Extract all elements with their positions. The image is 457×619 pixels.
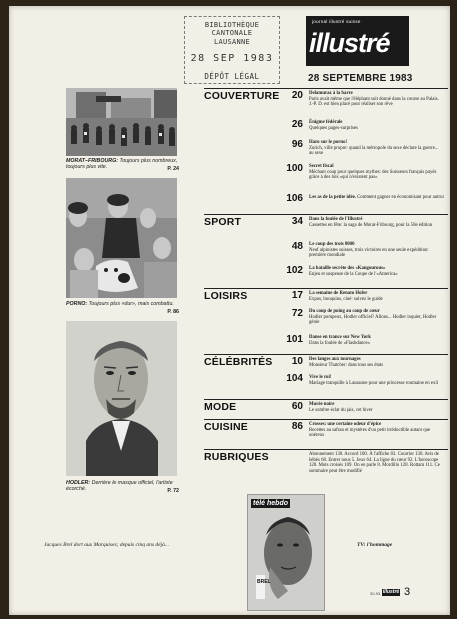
rule-sport — [204, 214, 448, 215]
caption-morat-page: P. 24 — [167, 165, 179, 172]
entry-title: La semaine de Renato Hofer — [309, 291, 368, 296]
entry-title: Delamuraz à la barre — [309, 91, 353, 96]
entry-title: Danse en trance sur New York — [309, 335, 371, 340]
masthead-name: illustré — [309, 28, 390, 58]
caption-morat — [66, 158, 179, 172]
entry-page: 96 — [291, 139, 303, 150]
caption-porno — [66, 301, 179, 315]
masthead-logo — [306, 16, 409, 66]
tv-cover-side-text: BREL — [257, 579, 271, 585]
bottom-caption-right: TV: l'hommage — [357, 542, 393, 548]
page-number: 3 — [404, 586, 411, 598]
entry-text: Recettes au safran et mystères d'un petit irréductible autant que onéreux — [309, 427, 431, 439]
entry-text: Mariage tranquille à Lausanne pour une princesse roumaine en exil — [309, 380, 439, 386]
caption-hodler-page: P. 72 — [167, 487, 179, 494]
photo-porno — [66, 178, 177, 298]
entry-title: Murée noire — [309, 402, 335, 407]
library-stamp — [184, 16, 280, 84]
entry-title: Crosses: une certaine odeur d'épice — [309, 422, 382, 427]
footer-label: 30-93 — [370, 591, 381, 596]
entry-title: Haro sur le porno! — [309, 140, 348, 145]
entry-title: Les as de la petite idée. — [309, 195, 356, 200]
entry-text: Paris avait même que l'éléphant soit donné dans la course au Palais. J.-P. D. est bien placé pour réaliser son rêve — [309, 96, 439, 108]
entry-text: Expos, bouquins, ciné: suivez le guide — [309, 296, 383, 302]
section-title-rubriques: RUBRIQUES — [204, 451, 269, 463]
entry-title: Vive le roi! — [309, 375, 332, 380]
footer-logo: illustré — [382, 589, 400, 595]
entry — [309, 91, 444, 108]
stamp-line-1: BIBLIOTHÈQUE CANTONALE — [204, 21, 260, 37]
entry — [309, 140, 444, 157]
entry — [309, 422, 444, 439]
entry-page: 72 — [291, 308, 303, 319]
entry-text: Comment gagner en économisant pour autrui — [357, 195, 444, 200]
entry-text: Méchant coup pour quelques mythes: des Suisseurs français payés grâce à des lois «qui n'existent pas» — [309, 169, 437, 181]
entry-text: Cassettes en fête: la saga de Morat-Fribourg, pour la 50e édition — [309, 222, 433, 228]
entry-page: 34 — [291, 216, 303, 227]
entry-page: 20 — [291, 90, 303, 101]
caption-hodler-bold: HODLER: — [66, 480, 91, 486]
section-title-loisirs: LOISIRS — [204, 290, 248, 302]
magazine-page — [9, 6, 450, 615]
entry-title: Des langes aux tournages — [309, 357, 361, 362]
entry-page: 60 — [291, 401, 303, 412]
entry-page: 26 — [291, 119, 303, 130]
entry — [309, 309, 444, 326]
entry — [309, 195, 444, 201]
entry-text: Quelques pages-surprises — [309, 125, 358, 131]
entry-page: 86 — [291, 421, 303, 432]
entry-title: Énigme fédérale — [309, 120, 343, 125]
bottom-caption-left: Jacques Brel dort aux Marquises; depuis cinq ans déjà... — [44, 542, 170, 548]
entry-page: 17 — [291, 290, 303, 301]
entry — [309, 402, 444, 413]
entry-page: 10 — [291, 356, 303, 367]
rule-rubriques — [204, 449, 448, 450]
entry-text: Monsieur Thatcher: dans tous ses états — [309, 362, 384, 368]
stamp-depot: DÉPÔT LÉGAL — [204, 72, 260, 81]
entry-text: Zurich, ville propre: quand la métropole du sexe déclare la guerre... au sexe — [309, 145, 439, 157]
stamp-date: 28 SEP 1983 — [190, 53, 274, 64]
entry-page: 48 — [291, 241, 303, 252]
rule-celebrites — [204, 354, 448, 355]
tv-hebdo-cover — [247, 494, 325, 611]
section-title-cuisine: CUISINE — [204, 421, 248, 433]
entry-title: Du coup de poing au coup de cœur — [309, 309, 380, 314]
rule-mode — [204, 399, 448, 400]
entry — [309, 357, 444, 368]
caption-hodler — [66, 480, 179, 494]
section-title-sport: SPORT — [204, 216, 242, 228]
entry — [309, 120, 444, 131]
entry-page: 100 — [286, 163, 303, 174]
section-title-celebrites: CÉLÉBRITÉS — [204, 356, 273, 368]
entry-title: La bataille secrète des «Kangourous» — [309, 266, 386, 271]
entry — [309, 164, 444, 181]
entry-page: 101 — [286, 334, 303, 345]
entry — [309, 375, 444, 386]
entry — [309, 266, 444, 277]
entry-text: Le sombre éclat du jais, cet hiver — [309, 407, 373, 413]
entry-title: Dans la foulée de l'Illustré — [309, 217, 363, 222]
entry-text: Enjeu et suspense de la Coupe de l'«America» — [309, 271, 398, 277]
entry — [309, 291, 444, 302]
entry-title: Secret fiscal — [309, 164, 334, 169]
tv-hebdo-logo: télé hebdo — [253, 500, 289, 507]
entry-text: Abonnement 130. Accord 100. À l'affiche 83. Courrier 130. Avis de bébés 68. Entrer nous 5. Jeux 64. La ligne du cœur 92. L'horoscope 128. Mots croisés 109. On en parle 8. Mordillo 128. Rottam 111. Ce sommaire peut être modifié — [309, 452, 440, 474]
rule-couverture — [204, 88, 448, 89]
section-title-mode: MODE — [204, 401, 237, 413]
caption-porno-page: P. 86 — [167, 308, 179, 315]
entry-text: Hodler pompeux, Hodler officiel? Allons... Hodler inquiet, Hodler génie — [309, 314, 437, 326]
entry-title: Le coup des trois 8000 — [309, 242, 355, 247]
caption-porno-text: Toujours plus «dur», mais combattu. — [87, 301, 174, 307]
entry-page: 102 — [286, 265, 303, 276]
photo-morat-fribourg — [66, 88, 177, 156]
entry-text: Dans la foulée de «Flashdance» — [309, 340, 371, 346]
caption-hodler-text: Derrière le masque officiel, l'artiste écorché. — [66, 480, 173, 493]
rule-loisirs — [204, 288, 448, 289]
rule-cuisine — [204, 419, 448, 420]
caption-morat-bold: MORAT–FRIBOURG: — [66, 158, 118, 164]
entry — [309, 335, 444, 346]
caption-morat-text: Toujours plus nombreux, toujours plus vite. — [66, 158, 178, 171]
entry-text: Neuf alpinistes suisses, trois victoires en une seule expédition: première mondiale — [309, 247, 429, 259]
photo-hodler — [66, 321, 177, 476]
entry — [309, 452, 444, 474]
masthead-tagline: journal illustré suisse — [312, 19, 361, 24]
entry-page: 104 — [286, 373, 303, 384]
stamp-line-2: LAUSANNE — [213, 38, 251, 46]
entry — [309, 242, 444, 259]
issue-date: 28 SEPTEMBRE 1983 — [308, 73, 413, 84]
entry — [309, 217, 444, 228]
caption-porno-bold: PORNO: — [66, 301, 88, 307]
entry-page: 106 — [286, 193, 303, 204]
section-title-couverture: COUVERTURE — [204, 90, 280, 102]
